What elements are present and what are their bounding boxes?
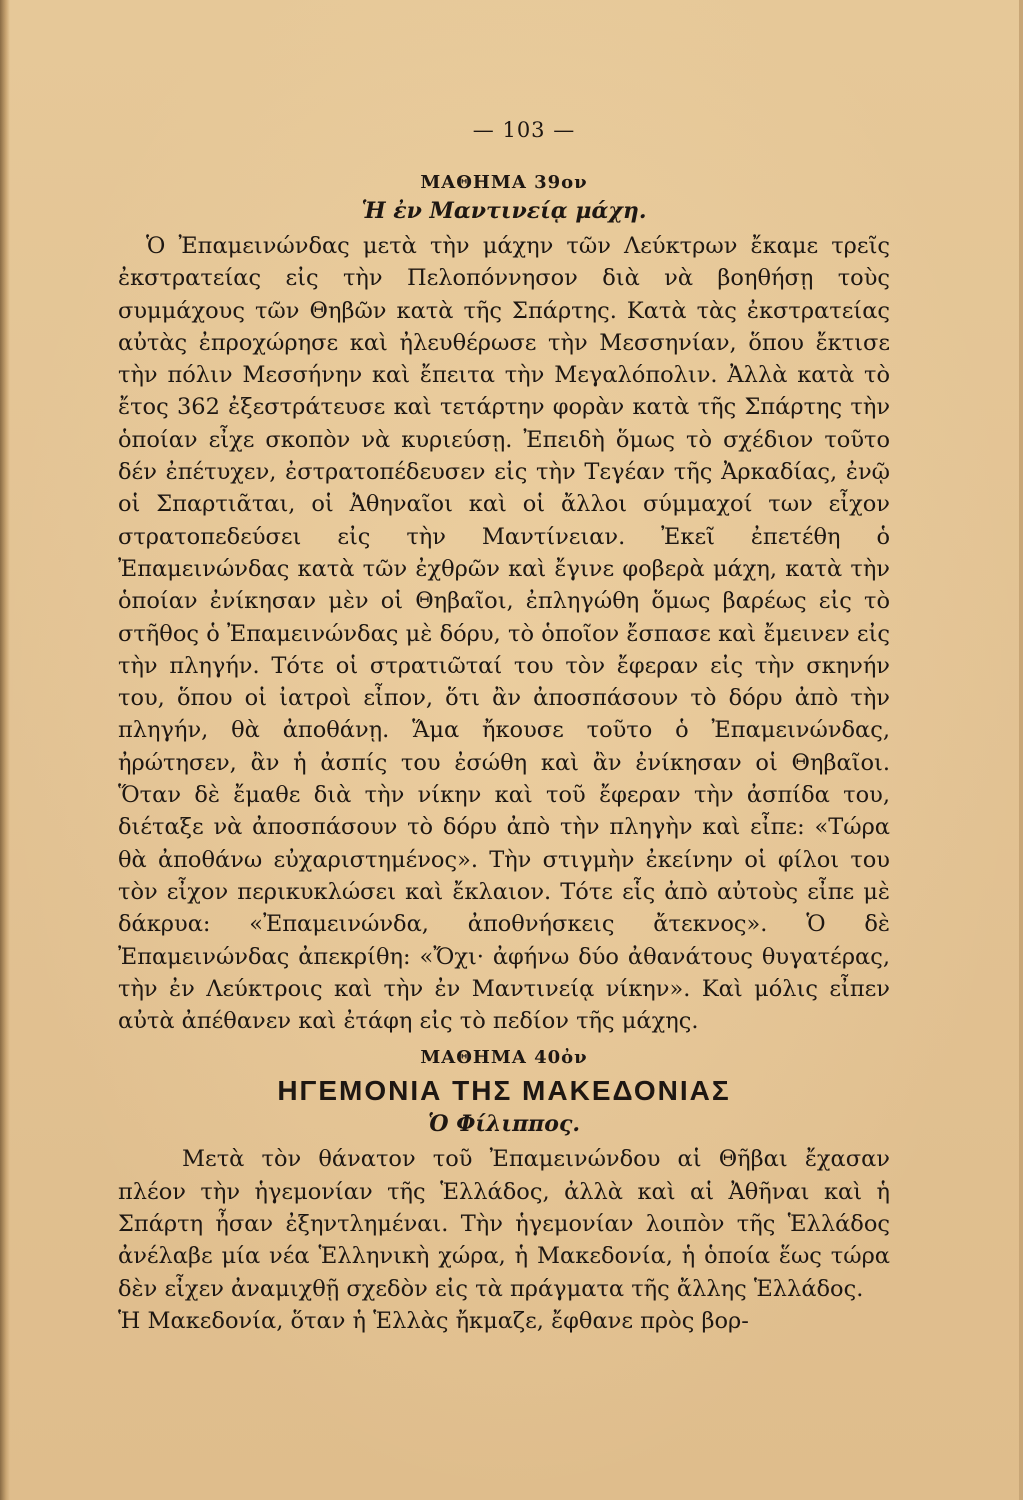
page-number: — 103 —	[472, 118, 576, 142]
lesson-paragraph: Ὁ Ἐπαμεινώνδας μετὰ τὴν μάχην τῶν Λεύκτρων ἔκαμε τρεῖς ἐκστρατείας εἰς τὴν Πελοπόννησον διὰ νὰ βοηθήσῃ τοὺς συμμάχους τῶν Θηβῶν κατὰ τῆς Σπάρτης. Κατὰ τὰς ἐκστρατείας αὐτὰς ἐπροχώρησε καὶ ἠλευθέρωσε τὴν Μεσσηνίαν, ὅπου ἔκτισε τὴν πόλιν Μεσσήνην καὶ ἔπειτα τὴν Μεγαλόπολιν. Ἀλλὰ κατὰ τὸ ἔτος 362 ἐξεστράτευσε καὶ τετάρτην φορὰν κατὰ τῆς Σπάρτης τὴν ὁποίαν εἶχε σκοπὸν νὰ κυριεύσῃ. Ἐπειδὴ ὅμως τὸ σχέδιον τοῦτο δέν ἐπέτυχεν, ἐστρατοπέδευσεν εἰς τὴν Τεγέαν τῆς Ἀρκαδίας, ἐνῷ οἱ Σπαρτιᾶται, οἱ Ἀθηναῖοι καὶ οἱ ἄλλοι σύμμαχοί των εἶχον στρατοπεδεύσει εἰς τὴν Μαντίνειαν. Ἐκεῖ ἐπετέθη ὁ Ἐπαμεινώνδας κατὰ τῶν ἐχθρῶν καὶ ἔγινε φοβερὰ μάχη, κατὰ τὴν ὁποίαν ἐνίκησαν μὲν οἱ Θηβαῖοι, ἐπληγώθη ὅμως βαρέως εἰς τὸ στῆθος ὁ Ἐπαμεινώνδας μὲ δόρυ, τὸ ὁποῖον ἔσπασε καὶ ἔμεινεν εἰς τὴν πληγήν. Τότε οἱ στρατιῶταί του τὸν ἔφεραν εἰς τὴν σκηνήν του, ὅπου οἱ ἰατροὶ εἶπον, ὅτι ἂν ἀποσπάσουν τὸ δόρυ ἀπὸ τὴν πληγήν, θὰ ἀποθάνῃ. Ἅμα ἤκουσε τοῦτο ὁ Ἐπαμεινώνδας, ἠρώτησεν, ἂν ἡ ἀσπίς του ἐσώθη καὶ ἂν ἐνίκησαν οἱ Θηβαῖοι. Ὅταν δὲ ἔμαθε διὰ τὴν νίκην καὶ τοῦ ἔφεραν τὴν ἀσπίδα του, διέταξε νὰ ἀποσπάσουν τὸ δόρυ ἀπὸ τὴν πληγὴν καὶ εἶπε: «Τώρα θὰ ἀποθάνω εὐχαριστημένος». Τὴν στιγμὴν ἐκείνην οἱ φίλοι του τὸν εἶχον περικυκλώσει καὶ ἔκλαιον. Τότε εἷς ἀπὸ αὐτοὺς εἶπε μὲ δάκρυα: «Ἐπαμεινώνδα, ἀποθνήσκεις ἄτεκνος». Ὁ δὲ Ἐπαμεινώνδας ἀπεκρίθη: «Ὄχι· ἀφήνω δύο ἀθανάτους θυγατέρας, τὴν ἐν Λεύκτροις καὶ τὴν ἐν Μαντινείᾳ νίκην». Καὶ μόλις εἶπεν αὐτὰ ἀπέθανεν καὶ ἐτάφη εἰς τὸ πεδίον τῆς μάχης.	[118, 233, 890, 1035]
page-binding-edge	[0, 0, 10, 1500]
lesson-subtitle: Ὁ Φίλιππος.	[427, 1111, 581, 1138]
section-title: ΗΓΕΜΟΝΙΑ ΤΗΣ ΜΑΚΕΔΟΝΙΑΣ	[277, 1075, 731, 1107]
lesson-39	[118, 170, 890, 1037]
lesson-paragraph: Ἡ Μακεδονία, ὅταν ἡ Ἑλλὰς ἤκμαζε, ἔφθανε πρὸς βορ-	[118, 1307, 749, 1334]
lesson-heading: ΜΑΘΗΜΑ 40ὀν	[420, 1047, 588, 1069]
lesson-heading: ΜΑΘΗΜΑ 39ον	[420, 172, 588, 193]
lesson-paragraph: Μετὰ τὸν θάνατον τοῦ Ἐπαμεινώνδου αἱ Θῆβαι ἔχασαν πλέον τὴν ἡγεμονίαν τῆς Ἑλλάδος, ἀλλὰ καὶ αἱ Ἀθῆναι καὶ ἡ Σπάρτη ἦσαν ἐξηντλημέναι. Τὴν ἡγεμονίαν λοιπὸν τῆς Ἑλλάδος ἀνέλαβε μία νέα Ἑλληνικὴ χώρα, ἡ Μακεδονία, ἡ ὁποία ἕως τώρα δὲν εἶχεν ἀναμιχθῇ σχεδὸν εἰς τὰ πράγματα τῆς ἄλλης Ἑλλάδος.	[118, 1146, 890, 1302]
lesson-40	[118, 1045, 890, 1337]
page-content	[118, 118, 890, 1337]
page-right-edge	[1019, 0, 1023, 1500]
lesson-subtitle: Ἡ ἐν Μαντινείᾳ μάχη.	[361, 198, 647, 224]
